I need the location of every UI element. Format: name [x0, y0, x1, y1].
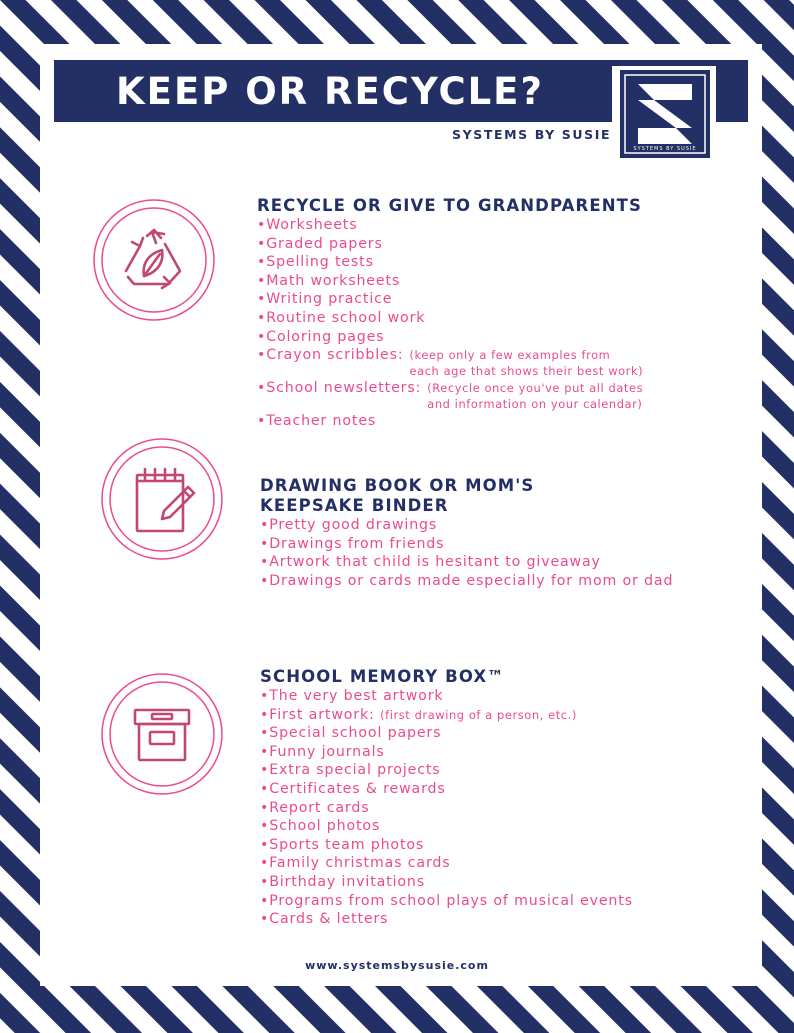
notepad-pencil-icon [100, 437, 218, 555]
section-heading: SCHOOL MEMORY BOX™ [260, 667, 505, 686]
logo-s-mark-icon [620, 70, 710, 158]
item-list [260, 687, 633, 929]
list-item: •The very best artwork [260, 688, 444, 704]
section-recycle [257, 196, 643, 431]
list-item-with-note [257, 346, 643, 379]
item-list [260, 516, 760, 590]
item-list [257, 216, 643, 431]
item-note [427, 379, 643, 412]
memory-box-icon [100, 672, 218, 790]
list-item: •Drawings or cards made especially for mom or dad [260, 572, 674, 589]
list-item: •Graded papers [257, 235, 383, 252]
section-heading [260, 476, 760, 516]
item-label: •Crayon scribbles: [257, 347, 404, 364]
item-note-line: each age that shows their best work) [409, 363, 644, 378]
list-item: •Funny journals [260, 743, 385, 760]
item-note-line: (keep only a few examples from [409, 348, 611, 363]
website-link[interactable]: www.systemsbysusie.com [305, 959, 489, 972]
list-item: •Birthday invitations [260, 873, 425, 890]
section-memory-box [260, 667, 633, 929]
section-heading-line: KEEPSAKE BINDER [260, 496, 449, 515]
recycle-icon [92, 198, 216, 322]
list-item: •Special school papers [260, 725, 442, 742]
list-item: •Family christmas cards [260, 855, 451, 872]
list-item: •Spelling tests [257, 254, 374, 271]
logo-caption: SYSTEMS BY SUSIE [633, 146, 697, 152]
list-item: •Drawings from friends [260, 535, 445, 552]
item-note-line: (Recycle once you've put all dates [427, 381, 644, 396]
brand-subtitle: SYSTEMS BY SUSIE [452, 127, 612, 142]
list-item: •Programs from school plays of musical events [260, 892, 633, 909]
list-item: •Report cards [260, 799, 370, 816]
page-title: KEEP OR RECYCLE? [116, 70, 544, 113]
item-note [410, 346, 644, 379]
list-item: •Teacher notes [257, 413, 377, 430]
list-item-with-note [260, 706, 633, 725]
item-label: •First artwork: [260, 706, 375, 723]
list-item: •Sports team photos [260, 836, 425, 853]
list-item: •Pretty good drawings [260, 517, 438, 533]
list-item: •School photos [260, 818, 381, 835]
list-item: •Certificates & rewards [260, 780, 446, 797]
list-item: •Artwork that child is hesitant to giveaway [260, 554, 601, 571]
item-note-line: and information on your calendar) [427, 396, 643, 411]
section-heading: RECYCLE OR GIVE TO GRANDPARENTS [257, 196, 642, 215]
list-item: •Writing practice [257, 291, 393, 308]
systems-by-susie-logo [620, 70, 710, 158]
list-item: •Worksheets [257, 217, 358, 233]
list-item: •Extra special projects [260, 762, 441, 779]
section-heading-line: DRAWING BOOK OR MOM'S [260, 476, 535, 495]
item-note: (first drawing of a person, etc.) [380, 707, 577, 722]
section-drawing-book [260, 476, 760, 590]
list-item: •Cards & letters [260, 911, 389, 928]
list-item-with-note [257, 379, 643, 412]
list-item: •Routine school work [257, 309, 426, 326]
list-item: •Coloring pages [257, 328, 385, 345]
list-item: •Math worksheets [257, 272, 401, 289]
item-label: •School newsletters: [257, 380, 422, 397]
